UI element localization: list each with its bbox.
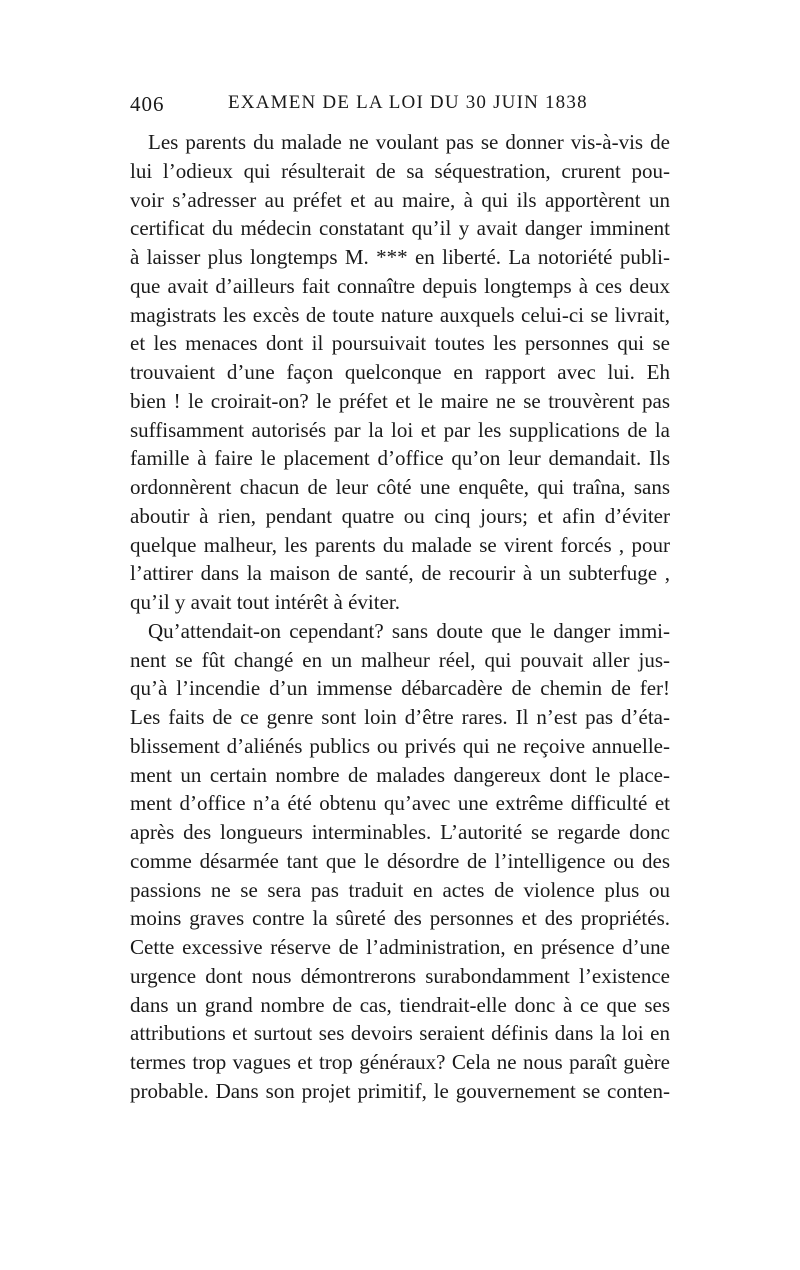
text-line: ment d’office n’a été obtenu qu’avec une extrême difficulté et bbox=[130, 791, 670, 816]
text-line: magistrats les excès de toute nature auxquels celui-ci se livrait, bbox=[130, 302, 670, 327]
text-line: qu’il y avait tout intérêt à éviter. bbox=[130, 590, 400, 614]
text-line: probable. Dans son projet primitif, le gouvernement se conten- bbox=[130, 1078, 670, 1103]
page-header bbox=[130, 92, 670, 126]
text-line: ordonnèrent chacun de leur côté une enquête, qui traîna, sans bbox=[130, 475, 670, 499]
text-line: à laisser plus longtemps M. *** en liberté. La notoriété publi- bbox=[130, 245, 670, 269]
text-line: dans un grand nombre de cas, tiendrait-elle donc à ce que ses bbox=[130, 992, 670, 1017]
text-line: quelque malheur, les parents du malade se virent forcés , pour bbox=[130, 532, 670, 557]
text-line: Les faits de ce genre sont loin d’être rares. Il n’est pas d’éta- bbox=[130, 705, 670, 729]
text-line: aboutir à rien, pendant quatre ou cinq jours; et afin d’éviter bbox=[130, 503, 670, 528]
text-line: moins graves contre la sûreté des personnes et des propriétés. bbox=[130, 906, 670, 931]
text-line: voir s’adresser au préfet et au maire, à qui ils apportèrent un bbox=[130, 187, 670, 212]
text-line: et les menaces dont il poursuivait toutes les personnes qui se bbox=[130, 331, 670, 356]
body-text bbox=[130, 128, 670, 1106]
text-line: Qu’attendait-on cependant? sans doute que le danger immi- bbox=[148, 618, 670, 643]
text-line: termes trop vagues et trop généraux? Cela ne nous paraît guère bbox=[130, 1050, 670, 1074]
text-line: Cette excessive réserve de l’administration, en présence d’une bbox=[130, 935, 670, 959]
page-number: 406 bbox=[130, 92, 165, 116]
running-title: EXAMEN DE LA LOI DU 30 JUIN 1838 bbox=[228, 92, 588, 113]
text-line: blissement d’aliénés publics ou privés qui ne reçoive annuelle- bbox=[130, 733, 670, 758]
paragraph bbox=[130, 617, 670, 1106]
text-line: bien ! le croirait-on? le préfet et le maire ne se trouvèrent pas bbox=[130, 388, 670, 413]
text-line: l’attirer dans la maison de santé, de recourir à un subterfuge , bbox=[130, 561, 670, 586]
text-line: attributions et surtout ses devoirs seraient définis dans la loi en bbox=[130, 1021, 670, 1046]
text-line: que avait d’ailleurs fait connaître depuis longtemps à ces deux bbox=[130, 273, 670, 298]
text-line: famille à faire le placement d’office qu’on leur demandait. Ils bbox=[130, 446, 670, 471]
text-line: ment un certain nombre de malades dangereux dont le place- bbox=[130, 762, 670, 787]
text-line: urgence dont nous démontrerons surabondamment l’existence bbox=[130, 963, 670, 988]
text-line: suffisamment autorisés par la loi et par les supplications de la bbox=[130, 417, 670, 442]
text-line: trouvaient d’une façon quelconque en rapport avec lui. Eh bbox=[130, 360, 670, 384]
text-line: passions ne se sera pas traduit en actes de violence plus ou bbox=[130, 877, 670, 902]
text-line: qu’à l’incendie d’un immense débarcadère de chemin de fer! bbox=[130, 676, 670, 701]
paragraph bbox=[130, 128, 670, 617]
text-line: nent se fût changé en un malheur réel, qui pouvait aller jus- bbox=[130, 647, 670, 672]
text-line: Les parents du malade ne voulant pas se donner vis-à-vis de bbox=[148, 130, 670, 154]
text-line: certificat du médecin constatant qu’il y avait danger imminent bbox=[130, 216, 670, 241]
text-line: après des longueurs interminables. L’autorité se regarde donc bbox=[130, 820, 670, 844]
text-line: comme désarmée tant que le désordre de l’intelligence ou des bbox=[130, 848, 670, 873]
text-line: lui l’odieux qui résulterait de sa séquestration, crurent pou- bbox=[130, 158, 670, 183]
